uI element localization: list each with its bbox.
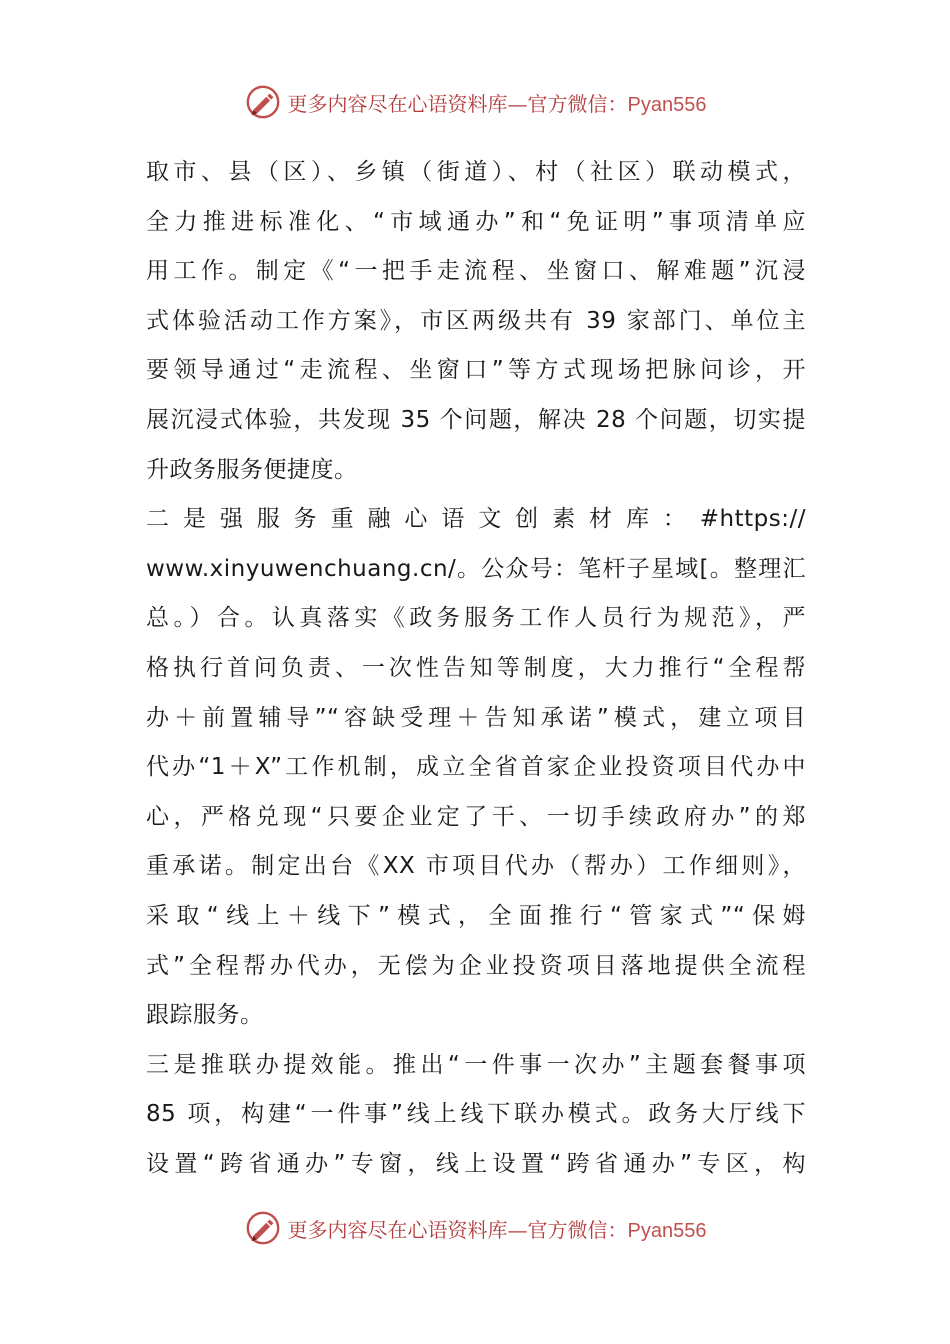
body-line-16: 采取“线上＋线下”模式，全面推行“管家式”“保姆 bbox=[146, 902, 806, 929]
body-line-1: 取市、县（区）、乡镇（街道）、村（社区）联动模式， bbox=[146, 159, 806, 185]
body-line-8: 二是强服务重融心语文创素材库：#https:// bbox=[146, 506, 806, 533]
body-line-17: 式”全程帮办代办，无偿为企业投资项目落地提供全流程 bbox=[146, 952, 806, 979]
footer-banner-text: 更多内容尽在心语资料库—官方微信：Pyan556 bbox=[287, 1217, 707, 1242]
body-line-21: 设置“跨省通办”专窗，线上设置“跨省通办”专区，构 bbox=[146, 1150, 806, 1177]
body-line-14: 心，严格兑现“只要企业定了干、一切手续政府办”的郑 bbox=[146, 803, 806, 830]
body-line-3: 用工作。制定《“一把手走流程、坐窗口、解难题”沉浸 bbox=[146, 258, 806, 285]
footer-banner bbox=[0, 1206, 950, 1250]
body-line-2: 全力推进标准化、“市域通办”和“免证明”事项清单应 bbox=[146, 208, 806, 235]
body-line-12: 办＋前置辅导”“容缺受理＋告知承诺”模式，建立项目 bbox=[146, 704, 806, 731]
body-line-6: 展沉浸式体验，共发现 35 个问题，解决 28 个问题，切实提 bbox=[146, 406, 806, 433]
body-line-4: 式体验活动工作方案》，市区两级共有 39 家部门、单位主 bbox=[146, 307, 806, 334]
body-line-20: 85 项，构建“一件事”线上线下联办模式。政务大厅线下 bbox=[146, 1101, 806, 1128]
body-line-13: 代办“1＋X”工作机制，成立全省首家企业投资项目代办中 bbox=[146, 754, 806, 781]
body-line-7: 升政务服务便捷度。 bbox=[146, 456, 358, 483]
body-line-11: 格执行首问负责、一次性告知等制度，大力推行“全程帮 bbox=[146, 654, 806, 681]
pen-logo-icon bbox=[244, 83, 282, 121]
body-line-15: 重承诺。制定出台《XX 市项目代办（帮办）工作细则》， bbox=[146, 853, 806, 880]
body-line-10: 总。）合。认真落实《政务服务工作人员行为规范》，严 bbox=[146, 605, 806, 632]
pen-logo-icon bbox=[244, 1209, 282, 1247]
body-line-19: 三是推联办提效能。推出“一件事一次办”主题套餐事项 bbox=[146, 1051, 806, 1078]
header-banner-text: 更多内容尽在心语资料库—官方微信：Pyan556 bbox=[287, 91, 707, 116]
header-wechat-id: Pyan556 bbox=[627, 93, 707, 116]
body-line-18: 跟踪服务。 bbox=[146, 1002, 264, 1029]
body-line-5: 要领导通过“走流程、坐窗口”等方式现场把脉问诊，开 bbox=[146, 357, 806, 384]
footer-wechat-id: Pyan556 bbox=[627, 1219, 707, 1242]
body-line-9: www.xinyuwenchuang.cn/。公众号：笔杆子星域[。整理汇 bbox=[146, 555, 806, 582]
document-body bbox=[146, 148, 806, 1189]
header-banner bbox=[0, 80, 950, 124]
